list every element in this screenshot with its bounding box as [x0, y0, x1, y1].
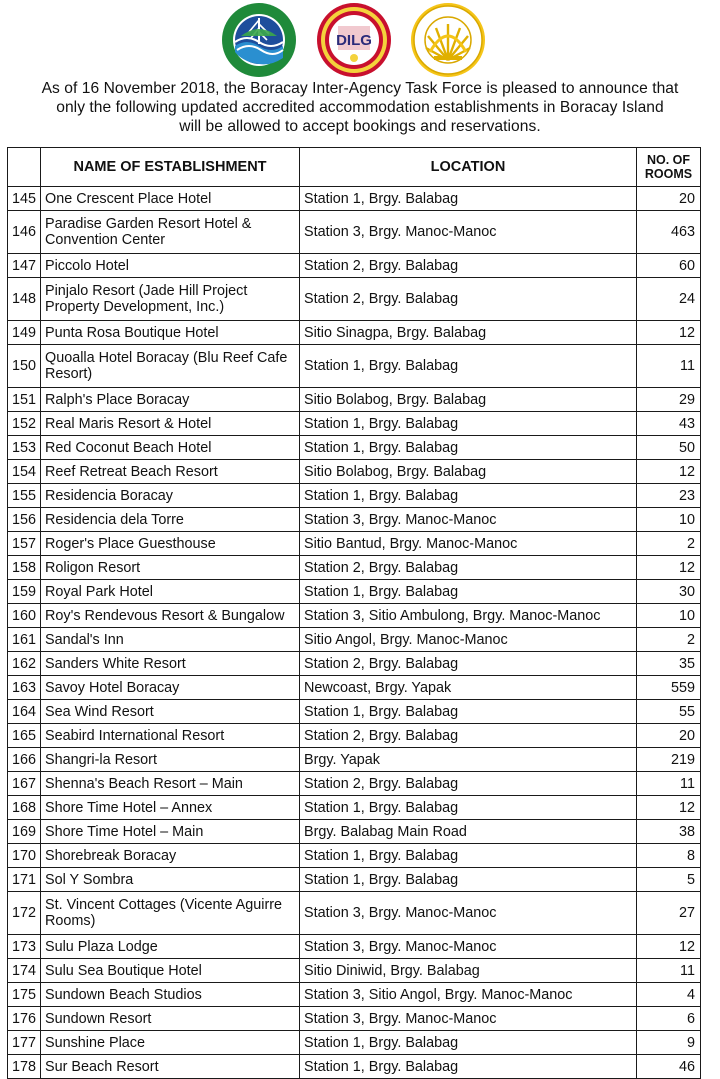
table-row: [8, 412, 701, 436]
table-row: [8, 1031, 701, 1055]
establishment-name: Pinjalo Resort (Jade Hill Project Property Development, Inc.): [41, 278, 300, 321]
row-number: 147: [8, 254, 41, 278]
table-row: [8, 484, 701, 508]
column-header-name: NAME OF ESTABLISHMENT: [41, 148, 300, 187]
announcement-line: As of 16 November 2018, the Boracay Inter-Agency Task Force is pleased to announce that: [41, 80, 679, 97]
table-row: [8, 628, 701, 652]
row-number: 173: [8, 935, 41, 959]
table-row: [8, 844, 701, 868]
establishment-name: One Crescent Place Hotel: [41, 187, 300, 211]
establishment-location: Station 2, Brgy. Balabag: [300, 556, 637, 580]
establishment-name: Paradise Garden Resort Hotel & Convention Center: [41, 211, 300, 254]
establishment-location: Sitio Bolabog, Brgy. Balabag: [300, 460, 637, 484]
establishment-name: Roligon Resort: [41, 556, 300, 580]
agency-logos: [0, 0, 720, 82]
row-number: 167: [8, 772, 41, 796]
establishment-location: Station 3, Brgy. Manoc-Manoc: [300, 211, 637, 254]
room-count: 12: [637, 935, 701, 959]
accommodation-table: [7, 147, 701, 1079]
room-count: 4: [637, 983, 701, 1007]
room-count: 5: [637, 868, 701, 892]
room-count: 12: [637, 321, 701, 345]
room-count: 35: [637, 652, 701, 676]
row-number: 177: [8, 1031, 41, 1055]
room-count: 8: [637, 844, 701, 868]
establishment-location: Station 1, Brgy. Balabag: [300, 412, 637, 436]
room-count: 12: [637, 460, 701, 484]
room-count: 2: [637, 628, 701, 652]
establishment-name: Sulu Plaza Lodge: [41, 935, 300, 959]
room-count: 20: [637, 187, 701, 211]
establishment-location: Station 1, Brgy. Balabag: [300, 345, 637, 388]
room-count: 10: [637, 508, 701, 532]
establishment-name: Royal Park Hotel: [41, 580, 300, 604]
table-row: [8, 983, 701, 1007]
row-number: 163: [8, 676, 41, 700]
table-row: [8, 211, 701, 254]
table-row: [8, 820, 701, 844]
row-number: 145: [8, 187, 41, 211]
room-count: 11: [637, 772, 701, 796]
room-count: 559: [637, 676, 701, 700]
announcement-line: will be allowed to accept bookings and reservations.: [179, 118, 541, 135]
establishment-name: Shorebreak Boracay: [41, 844, 300, 868]
establishment-name: Roger's Place Guesthouse: [41, 532, 300, 556]
row-number: 151: [8, 388, 41, 412]
rooms-header-line2: ROOMS: [644, 167, 693, 181]
table-row: [8, 959, 701, 983]
announcement-text: [0, 79, 720, 136]
room-count: 11: [637, 345, 701, 388]
establishment-name: Shangri-la Resort: [41, 748, 300, 772]
establishment-location: Station 3, Sitio Angol, Brgy. Manoc-Manoc: [300, 983, 637, 1007]
svg-text:DILG: DILG: [336, 32, 372, 49]
room-count: 219: [637, 748, 701, 772]
establishment-name: Real Maris Resort & Hotel: [41, 412, 300, 436]
establishment-location: Sitio Angol, Brgy. Manoc-Manoc: [300, 628, 637, 652]
row-number: 159: [8, 580, 41, 604]
establishment-name: Shenna's Beach Resort – Main: [41, 772, 300, 796]
row-number: 166: [8, 748, 41, 772]
row-number: 164: [8, 700, 41, 724]
row-number: 174: [8, 959, 41, 983]
table-row: [8, 187, 701, 211]
establishment-location: Station 2, Brgy. Balabag: [300, 254, 637, 278]
establishment-name: Sur Beach Resort: [41, 1055, 300, 1079]
room-count: 6: [637, 1007, 701, 1031]
establishment-name: Savoy Hotel Boracay: [41, 676, 300, 700]
establishment-name: Roy's Rendevous Resort & Bungalow: [41, 604, 300, 628]
room-count: 30: [637, 580, 701, 604]
table-row: [8, 345, 701, 388]
room-count: 11: [637, 959, 701, 983]
establishment-location: Sitio Bolabog, Brgy. Balabag: [300, 388, 637, 412]
table-row: [8, 321, 701, 345]
table-row: [8, 436, 701, 460]
row-number: 152: [8, 412, 41, 436]
establishment-location: Station 1, Brgy. Balabag: [300, 700, 637, 724]
table-row: [8, 796, 701, 820]
table-row: [8, 604, 701, 628]
row-number: 161: [8, 628, 41, 652]
table-row: [8, 254, 701, 278]
establishment-name: Sea Wind Resort: [41, 700, 300, 724]
establishment-name: Shore Time Hotel – Main: [41, 820, 300, 844]
establishment-location: Station 1, Brgy. Balabag: [300, 1055, 637, 1079]
establishment-name: Red Coconut Beach Hotel: [41, 436, 300, 460]
establishment-location: Station 1, Brgy. Balabag: [300, 1031, 637, 1055]
dilg-seal-icon: [316, 2, 392, 78]
establishment-name: Sundown Resort: [41, 1007, 300, 1031]
establishment-location: Station 1, Brgy. Balabag: [300, 436, 637, 460]
table-row: [8, 388, 701, 412]
establishment-name: Sanders White Resort: [41, 652, 300, 676]
row-number: 165: [8, 724, 41, 748]
establishment-location: Station 1, Brgy. Balabag: [300, 868, 637, 892]
row-number: 154: [8, 460, 41, 484]
row-number: 171: [8, 868, 41, 892]
row-number: 148: [8, 278, 41, 321]
room-count: 38: [637, 820, 701, 844]
table-row: [8, 508, 701, 532]
table-row: [8, 556, 701, 580]
row-number: 155: [8, 484, 41, 508]
denr-seal-icon: [221, 2, 297, 78]
room-count: 12: [637, 796, 701, 820]
establishment-name: Shore Time Hotel – Annex: [41, 796, 300, 820]
row-number: 168: [8, 796, 41, 820]
establishment-location: Station 3, Brgy. Manoc-Manoc: [300, 508, 637, 532]
table-row: [8, 748, 701, 772]
establishment-name: Piccolo Hotel: [41, 254, 300, 278]
row-number: 153: [8, 436, 41, 460]
establishment-location: Station 3, Brgy. Manoc-Manoc: [300, 1007, 637, 1031]
room-count: 23: [637, 484, 701, 508]
establishment-name: Reef Retreat Beach Resort: [41, 460, 300, 484]
establishment-name: St. Vincent Cottages (Vicente Aguirre Rooms): [41, 892, 300, 935]
row-number: 176: [8, 1007, 41, 1031]
establishment-name: Quoalla Hotel Boracay (Blu Reef Cafe Resort): [41, 345, 300, 388]
establishment-name: Sulu Sea Boutique Hotel: [41, 959, 300, 983]
room-count: 2: [637, 532, 701, 556]
rooms-header-line1: NO. OF: [646, 153, 691, 167]
establishment-location: Station 3, Sitio Ambulong, Brgy. Manoc-Manoc: [300, 604, 637, 628]
establishment-location: Station 1, Brgy. Balabag: [300, 580, 637, 604]
table-row: [8, 460, 701, 484]
room-count: 12: [637, 556, 701, 580]
establishment-name: Sundown Beach Studios: [41, 983, 300, 1007]
announcement-line: only the following updated accredited accommodation establishments in Boracay Island: [56, 99, 664, 116]
table-row: [8, 580, 701, 604]
establishment-name: Sol Y Sombra: [41, 868, 300, 892]
establishment-location: Station 1, Brgy. Balabag: [300, 484, 637, 508]
establishment-location: Station 3, Brgy. Manoc-Manoc: [300, 935, 637, 959]
room-count: 24: [637, 278, 701, 321]
table-row: [8, 892, 701, 935]
row-number: 170: [8, 844, 41, 868]
room-count: 46: [637, 1055, 701, 1079]
room-count: 29: [637, 388, 701, 412]
row-number: 150: [8, 345, 41, 388]
establishment-location: Sitio Sinagpa, Brgy. Balabag: [300, 321, 637, 345]
table-row: [8, 700, 701, 724]
room-count: 43: [637, 412, 701, 436]
row-number: 162: [8, 652, 41, 676]
dot-seal-icon: [410, 2, 486, 78]
table-row: [8, 1007, 701, 1031]
establishment-location: Station 2, Brgy. Balabag: [300, 772, 637, 796]
table-row: [8, 935, 701, 959]
establishment-location: Brgy. Yapak: [300, 748, 637, 772]
establishment-location: Station 3, Brgy. Manoc-Manoc: [300, 892, 637, 935]
row-number: 156: [8, 508, 41, 532]
room-count: 55: [637, 700, 701, 724]
establishment-location: Station 2, Brgy. Balabag: [300, 278, 637, 321]
room-count: 463: [637, 211, 701, 254]
table-row: [8, 532, 701, 556]
establishment-location: Station 1, Brgy. Balabag: [300, 844, 637, 868]
column-header-number: [8, 148, 41, 187]
row-number: 146: [8, 211, 41, 254]
column-header-rooms: [637, 148, 701, 187]
establishment-location: Station 1, Brgy. Balabag: [300, 796, 637, 820]
establishment-location: Station 2, Brgy. Balabag: [300, 652, 637, 676]
room-count: 10: [637, 604, 701, 628]
establishment-location: Station 2, Brgy. Balabag: [300, 724, 637, 748]
establishment-name: Residencia Boracay: [41, 484, 300, 508]
room-count: 60: [637, 254, 701, 278]
establishment-location: Brgy. Balabag Main Road: [300, 820, 637, 844]
establishment-name: Sunshine Place: [41, 1031, 300, 1055]
establishment-name: Sandal's Inn: [41, 628, 300, 652]
column-header-location: LOCATION: [300, 148, 637, 187]
row-number: 169: [8, 820, 41, 844]
establishment-location: Newcoast, Brgy. Yapak: [300, 676, 637, 700]
table-row: [8, 772, 701, 796]
table-row: [8, 278, 701, 321]
establishment-name: Seabird International Resort: [41, 724, 300, 748]
establishment-name: Residencia dela Torre: [41, 508, 300, 532]
table-row: [8, 652, 701, 676]
establishment-location: Sitio Bantud, Brgy. Manoc-Manoc: [300, 532, 637, 556]
table-row: [8, 724, 701, 748]
table-row: [8, 676, 701, 700]
row-number: 172: [8, 892, 41, 935]
establishment-location: Sitio Diniwid, Brgy. Balabag: [300, 959, 637, 983]
table-row: [8, 1055, 701, 1079]
table-header-row: [8, 148, 701, 187]
row-number: 175: [8, 983, 41, 1007]
establishment-name: Ralph's Place Boracay: [41, 388, 300, 412]
row-number: 158: [8, 556, 41, 580]
establishment-name: Punta Rosa Boutique Hotel: [41, 321, 300, 345]
row-number: 160: [8, 604, 41, 628]
table-row: [8, 868, 701, 892]
room-count: 20: [637, 724, 701, 748]
room-count: 9: [637, 1031, 701, 1055]
row-number: 178: [8, 1055, 41, 1079]
room-count: 27: [637, 892, 701, 935]
room-count: 50: [637, 436, 701, 460]
row-number: 149: [8, 321, 41, 345]
row-number: 157: [8, 532, 41, 556]
establishment-location: Station 1, Brgy. Balabag: [300, 187, 637, 211]
